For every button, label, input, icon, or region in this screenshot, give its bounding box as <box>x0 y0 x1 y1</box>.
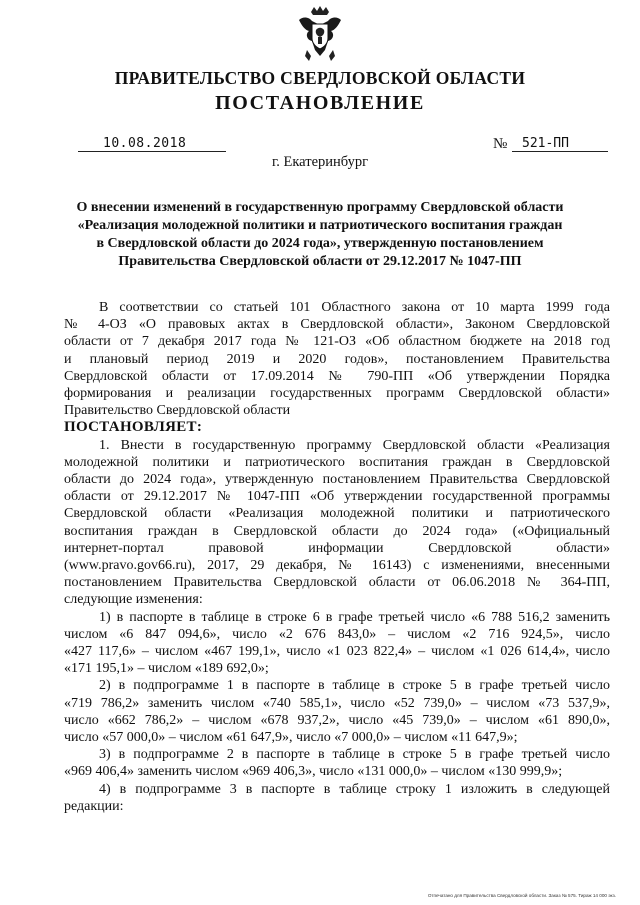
body-line: «969 406,4» заменить числом «969 406,3», число «131 000,0» – числом «130 999,9»; <box>64 764 563 780</box>
body-line: области до 2024 года», утвержденную постановлением Правительства Свердловской <box>64 472 610 488</box>
body-line: «427 117,6» – числом «467 199,1», число «1 023 822,4» – числом «1 026 614,4», число <box>64 644 610 660</box>
decree-date: 10.08.2018 <box>103 136 187 151</box>
body-line: молодежной политики и патриотического воспитания граждан в Свердловской <box>64 454 610 470</box>
preamble-paragraph <box>64 299 610 419</box>
body-line: 4) в подпрограмме 3 в паспорте в таблице строку 1 изложить в следующей <box>99 781 610 797</box>
title-line: «Реализация молодежной политики и патриотического воспитания граждан <box>77 218 563 233</box>
body-line: области от 29.12.2017 № 1047-ПП «Об утверждении государственной программы <box>64 489 610 505</box>
government-heading: ПРАВИТЕЛЬСТВО СВЕРДЛОВСКОЙ ОБЛАСТИ <box>114 68 526 88</box>
body-line: формирования и реализации государственных программ Свердловской области» <box>64 386 610 402</box>
decree-body <box>64 299 610 815</box>
city: г. Екатеринбург <box>271 154 369 170</box>
body-line: Свердловской области «Реализация молодежной политики и патриотического <box>64 506 610 522</box>
resolves-heading: ПОСТАНОВЛЯЕТ: <box>64 419 203 436</box>
body-line: «171 195,1» – числом «189 692,0»; <box>64 661 269 677</box>
body-line: следующие изменения: <box>64 592 203 608</box>
subitem-3-paragraph <box>64 746 610 780</box>
title-line: Правительства Свердловской области от 29.12.2017 № 1047-ПП <box>118 254 522 269</box>
body-line: области от 7 декабря 2017 года № 121-ОЗ «Об областном бюджете на 2018 год <box>64 334 610 350</box>
body-line: № 4-ОЗ «О правовых актах в Свердловской области», Законом Свердловской <box>64 317 610 333</box>
item-1-paragraph <box>64 437 610 609</box>
body-line: число «662 786,2» – числом «678 937,2», число «45 739,0» – числом «61 890,0», <box>64 712 610 728</box>
body-line: и плановый период 2019 и 2020 годов», постановлением Правительства <box>64 351 610 367</box>
decree-number: 521-ПП <box>522 136 569 151</box>
number-underline <box>512 151 608 152</box>
body-line: Свердловской области от 17.09.2014 № 790-ПП «Об утверждении Порядка <box>64 368 610 384</box>
decree-title <box>70 199 570 271</box>
body-line: В соответствии со статьей 101 Областного закона от 10 марта 1999 года <box>99 300 610 315</box>
body-line: 2) в подпрограмме 1 в паспорте в таблице в строке 5 в графе третьей число <box>99 678 610 694</box>
subitem-2-paragraph <box>64 677 610 746</box>
coat-of-arms-emblem <box>297 6 343 62</box>
subitem-1-paragraph <box>64 609 610 678</box>
body-line: «719 786,2» заменить числом «740 585,1», число «52 739,0» – числом «73 537,9», <box>64 695 610 711</box>
subitem-4-paragraph <box>64 781 610 815</box>
print-footer: Отпечатано для Правительства Свердловской области. Заказ № 575. Тираж 14 000 экз. <box>427 893 616 898</box>
body-line: (www.pravo.gov66.ru), 2017, 29 декабря, № 16143) с изменениями, внесенными <box>64 558 610 574</box>
body-line: Правительство Свердловской области <box>64 403 291 419</box>
body-line: постановлением Правительства Свердловской области от 06.06.2018 № 364-ПП, <box>64 575 610 591</box>
body-line: число «57 000,0» – числом «61 647,9», число «7 000,0» – числом «11 647,9»; <box>64 730 518 746</box>
body-line: воспитания граждан в Свердловской области до 2024 года» («Официальный <box>64 523 610 539</box>
title-line: в Свердловской области до 2024 года», утвержденную постановлением <box>96 236 544 251</box>
body-line: 1) в паспорте в таблице в строке 6 в графе третьей число «6 788 516,2 заменить <box>99 609 610 625</box>
number-sign: № <box>493 136 508 152</box>
body-line: 3) в подпрограмме 2 в паспорте в таблице в строке 5 в графе третьей число <box>99 747 610 763</box>
body-line: интернет-портал правовой информации Свердловской области» <box>64 540 610 556</box>
body-line: 1. Внести в государственную программу Свердловской области «Реализация <box>99 437 610 453</box>
document-type-heading: ПОСТАНОВЛЕНИЕ <box>215 92 425 114</box>
body-line: редакции: <box>64 798 124 814</box>
body-line: числом «6 847 094,6», число «2 676 843,0» – числом «2 716 924,5», число <box>64 626 610 642</box>
date-underline <box>78 151 226 152</box>
title-line: О внесении изменений в государственную программу Свердловской области <box>76 200 564 215</box>
